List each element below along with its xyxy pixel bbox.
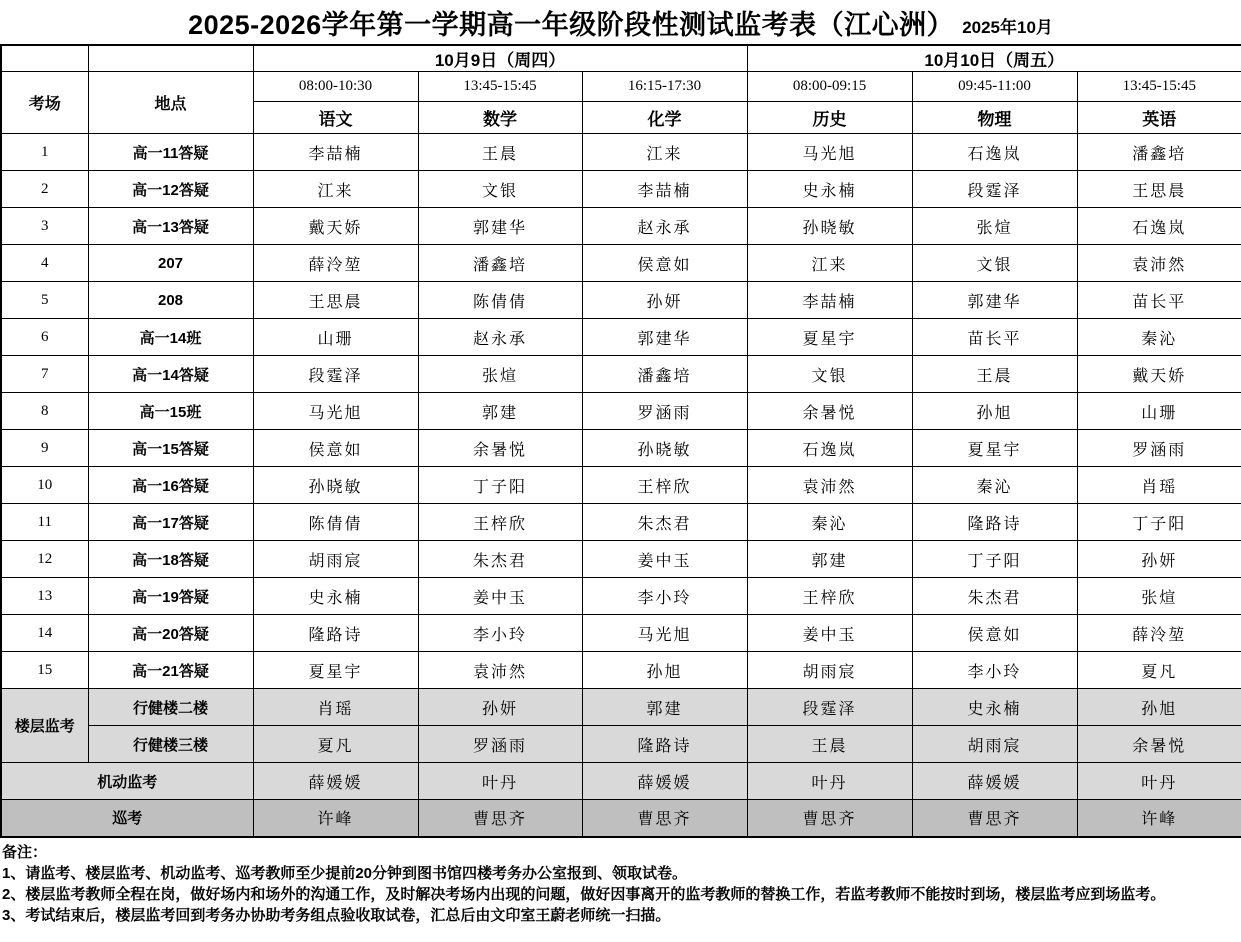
room-number: 2 xyxy=(1,171,88,208)
floor-location: 行健楼二楼 xyxy=(88,689,253,726)
table-row xyxy=(1,393,1241,430)
invigilator-name: 李小玲 xyxy=(582,578,747,615)
floor-supervision-row xyxy=(1,726,1241,763)
invigilator-name: 孙旭 xyxy=(582,652,747,689)
invigilator-name: 潘鑫培 xyxy=(582,356,747,393)
location-column-header: 地点 xyxy=(88,72,253,134)
invigilator-name: 文银 xyxy=(912,245,1077,282)
room-number: 14 xyxy=(1,615,88,652)
invigilator-name: 肖瑶 xyxy=(253,689,418,726)
invigilator-name: 薛媛媛 xyxy=(253,763,418,800)
invigilator-name: 孙晓敏 xyxy=(253,467,418,504)
room-number: 15 xyxy=(1,652,88,689)
invigilator-name: 侯意如 xyxy=(253,430,418,467)
mobile-invigilation-label: 机动监考 xyxy=(1,763,253,800)
table-row xyxy=(1,245,1241,282)
invigilator-name: 袁沛然 xyxy=(418,652,582,689)
invigilator-name: 石逸岚 xyxy=(912,134,1077,171)
subject-header: 英语 xyxy=(1077,102,1241,134)
invigilator-name: 江来 xyxy=(747,245,912,282)
table-row xyxy=(1,356,1241,393)
table-row xyxy=(1,171,1241,208)
invigilator-name: 文银 xyxy=(418,171,582,208)
invigilator-name: 苗长平 xyxy=(912,319,1077,356)
invigilator-name: 隆路诗 xyxy=(912,504,1077,541)
invigilator-name: 姜中玉 xyxy=(582,541,747,578)
invigilator-name: 孙旭 xyxy=(912,393,1077,430)
invigilator-name: 石逸岚 xyxy=(1077,208,1241,245)
time-slot: 13:45-15:45 xyxy=(1077,72,1241,102)
invigilator-name: 潘鑫培 xyxy=(418,245,582,282)
invigilator-name: 薛媛媛 xyxy=(582,763,747,800)
invigilator-name: 王梓欣 xyxy=(747,578,912,615)
room-number: 8 xyxy=(1,393,88,430)
invigilator-name: 余暑悦 xyxy=(747,393,912,430)
room-location: 高一15答疑 xyxy=(88,430,253,467)
time-slot: 08:00-09:15 xyxy=(747,72,912,102)
subject-header: 数学 xyxy=(418,102,582,134)
note-item: 2、楼层监考教师全程在岗，做好场内和场外的沟通工作，及时解决考场内出现的问题，做好因事离开的监考教师的替换工作，若监考教师不能按时到场，楼层监考应到场监考。 xyxy=(2,885,1166,903)
page-title xyxy=(0,0,1241,44)
invigilator-name: 朱杰君 xyxy=(418,541,582,578)
table-row xyxy=(1,541,1241,578)
invigilator-name: 孙晓敏 xyxy=(747,208,912,245)
table-row xyxy=(1,504,1241,541)
invigilator-name: 夏星宇 xyxy=(253,652,418,689)
room-location: 高一11答疑 xyxy=(88,134,253,171)
invigilator-name: 胡雨宸 xyxy=(912,726,1077,763)
room-number: 6 xyxy=(1,319,88,356)
table-row xyxy=(1,319,1241,356)
subject-header: 历史 xyxy=(747,102,912,134)
invigilator-name: 姜中玉 xyxy=(747,615,912,652)
note-item: 3、考试结束后，楼层监考回到考务办协助考务组点验收取试卷，汇总后由文印室王蔚老师统一扫描。 xyxy=(2,906,671,924)
invigilator-name: 秦沁 xyxy=(1077,319,1241,356)
invigilator-name: 史永楠 xyxy=(912,689,1077,726)
mobile-invigilation-row xyxy=(1,763,1241,800)
invigilator-name: 隆路诗 xyxy=(582,726,747,763)
subject-header: 化学 xyxy=(582,102,747,134)
invigilator-name: 段霆泽 xyxy=(253,356,418,393)
title-date: 2025年10月 xyxy=(962,17,1053,37)
room-number: 12 xyxy=(1,541,88,578)
table-row xyxy=(1,615,1241,652)
invigilator-name: 郭建华 xyxy=(912,282,1077,319)
invigilator-name: 王梓欣 xyxy=(582,467,747,504)
invigilator-name: 赵永承 xyxy=(582,208,747,245)
invigilator-name: 叶丹 xyxy=(1077,763,1241,800)
invigilator-name: 孙妍 xyxy=(1077,541,1241,578)
blank-corner-cell xyxy=(88,45,253,72)
room-number: 3 xyxy=(1,208,88,245)
invigilator-name: 夏凡 xyxy=(1077,652,1241,689)
room-location: 高一17答疑 xyxy=(88,504,253,541)
time-header-row xyxy=(1,72,1241,102)
time-slot: 13:45-15:45 xyxy=(418,72,582,102)
invigilator-name: 马光旭 xyxy=(747,134,912,171)
invigilator-name: 郭建 xyxy=(418,393,582,430)
invigilator-name: 陈倩倩 xyxy=(253,504,418,541)
invigilator-name: 段霆泽 xyxy=(747,689,912,726)
blank-corner-cell xyxy=(1,45,88,72)
invigilator-name: 王思晨 xyxy=(1077,171,1241,208)
invigilator-name: 丁子阳 xyxy=(418,467,582,504)
invigilator-name: 江来 xyxy=(582,134,747,171)
invigilator-name: 许峰 xyxy=(1077,800,1241,837)
time-slot: 08:00-10:30 xyxy=(253,72,418,102)
room-location: 高一14班 xyxy=(88,319,253,356)
invigilator-name: 曹思齐 xyxy=(582,800,747,837)
invigilator-name: 朱杰君 xyxy=(582,504,747,541)
invigilator-name: 山珊 xyxy=(1077,393,1241,430)
invigilator-name: 朱杰君 xyxy=(912,578,1077,615)
invigilator-name: 罗涵雨 xyxy=(418,726,582,763)
day-header-thu: 10月9日（周四） xyxy=(253,45,747,72)
invigilator-name: 曹思齐 xyxy=(418,800,582,837)
invigilator-name: 孙旭 xyxy=(1077,689,1241,726)
time-slot: 09:45-11:00 xyxy=(912,72,1077,102)
room-location: 高一18答疑 xyxy=(88,541,253,578)
room-column-header: 考场 xyxy=(1,72,88,134)
invigilator-name: 隆路诗 xyxy=(253,615,418,652)
invigilator-name: 肖瑶 xyxy=(1077,467,1241,504)
invigilator-name: 李小玲 xyxy=(912,652,1077,689)
table-row xyxy=(1,652,1241,689)
invigilator-name: 姜中玉 xyxy=(418,578,582,615)
invigilator-name: 郭建 xyxy=(747,541,912,578)
invigilator-name: 文银 xyxy=(747,356,912,393)
day-header-fri: 10月10日（周五） xyxy=(747,45,1241,72)
invigilator-name: 侯意如 xyxy=(582,245,747,282)
invigilator-name: 李喆楠 xyxy=(582,171,747,208)
room-number: 7 xyxy=(1,356,88,393)
room-location: 高一13答疑 xyxy=(88,208,253,245)
subject-header: 语文 xyxy=(253,102,418,134)
invigilator-name: 薛泠堃 xyxy=(1077,615,1241,652)
invigilator-name: 张煊 xyxy=(912,208,1077,245)
invigilator-name: 叶丹 xyxy=(418,763,582,800)
invigilator-name: 石逸岚 xyxy=(747,430,912,467)
invigilator-name: 江来 xyxy=(253,171,418,208)
invigilator-name: 段霆泽 xyxy=(912,171,1077,208)
invigilator-name: 夏星宇 xyxy=(747,319,912,356)
invigilator-name: 赵永承 xyxy=(418,319,582,356)
invigilator-name: 王晨 xyxy=(418,134,582,171)
invigilator-name: 苗长平 xyxy=(1077,282,1241,319)
invigilator-name: 薛媛媛 xyxy=(912,763,1077,800)
invigilator-name: 张煊 xyxy=(418,356,582,393)
invigilator-name: 夏星宇 xyxy=(912,430,1077,467)
invigilator-name: 李喆楠 xyxy=(747,282,912,319)
invigilator-name: 袁沛然 xyxy=(747,467,912,504)
invigilator-name: 袁沛然 xyxy=(1077,245,1241,282)
room-location: 高一16答疑 xyxy=(88,467,253,504)
invigilator-name: 张煊 xyxy=(1077,578,1241,615)
patrol-label: 巡考 xyxy=(1,800,253,837)
invigilator-name: 孙妍 xyxy=(418,689,582,726)
invigilator-name: 李小玲 xyxy=(418,615,582,652)
room-number: 9 xyxy=(1,430,88,467)
invigilator-name: 戴天娇 xyxy=(1077,356,1241,393)
floor-supervision-label: 楼层监考 xyxy=(1,689,88,763)
table-row xyxy=(1,208,1241,245)
table-row xyxy=(1,467,1241,504)
invigilator-name: 马光旭 xyxy=(253,393,418,430)
floor-supervision-row xyxy=(1,689,1241,726)
invigilator-name: 叶丹 xyxy=(747,763,912,800)
invigilator-name: 王梓欣 xyxy=(418,504,582,541)
invigilator-name: 罗涵雨 xyxy=(582,393,747,430)
table-row xyxy=(1,134,1241,171)
invigilator-name: 余暑悦 xyxy=(418,430,582,467)
invigilator-name: 潘鑫培 xyxy=(1077,134,1241,171)
room-number: 5 xyxy=(1,282,88,319)
invigilator-name: 丁子阳 xyxy=(1077,504,1241,541)
table-row xyxy=(1,578,1241,615)
invigilator-name: 王晨 xyxy=(912,356,1077,393)
invigilator-name: 史永楠 xyxy=(747,171,912,208)
room-location: 高一19答疑 xyxy=(88,578,253,615)
invigilator-name: 陈倩倩 xyxy=(418,282,582,319)
notes-title: 备注： xyxy=(2,843,48,861)
invigilator-name: 余暑悦 xyxy=(1077,726,1241,763)
invigilator-name: 秦沁 xyxy=(912,467,1077,504)
room-location: 207 xyxy=(88,245,253,282)
room-location: 高一21答疑 xyxy=(88,652,253,689)
patrol-row xyxy=(1,800,1241,837)
invigilator-name: 秦沁 xyxy=(747,504,912,541)
invigilator-name: 郭建华 xyxy=(418,208,582,245)
invigilator-name: 夏凡 xyxy=(253,726,418,763)
invigilator-name: 史永楠 xyxy=(253,578,418,615)
invigilator-name: 孙晓敏 xyxy=(582,430,747,467)
room-number: 1 xyxy=(1,134,88,171)
time-slot: 16:15-17:30 xyxy=(582,72,747,102)
invigilator-name: 薛泠堃 xyxy=(253,245,418,282)
invigilator-name: 山珊 xyxy=(253,319,418,356)
invigilator-name: 郭建华 xyxy=(582,319,747,356)
invigilator-name: 罗涵雨 xyxy=(1077,430,1241,467)
room-number: 11 xyxy=(1,504,88,541)
floor-location: 行健楼三楼 xyxy=(88,726,253,763)
invigilator-name: 曹思齐 xyxy=(912,800,1077,837)
invigilator-name: 丁子阳 xyxy=(912,541,1077,578)
invigilator-name: 许峰 xyxy=(253,800,418,837)
room-location: 高一20答疑 xyxy=(88,615,253,652)
subject-header: 物理 xyxy=(912,102,1077,134)
room-location: 高一14答疑 xyxy=(88,356,253,393)
room-number: 10 xyxy=(1,467,88,504)
note-item: 1、请监考、楼层监考、机动监考、巡考教师至少提前20分钟到图书馆四楼考务办公室报到、领取试卷。 xyxy=(2,864,688,882)
invigilator-name: 胡雨宸 xyxy=(253,541,418,578)
room-location: 208 xyxy=(88,282,253,319)
room-location: 高一12答疑 xyxy=(88,171,253,208)
room-location: 高一15班 xyxy=(88,393,253,430)
invigilator-name: 胡雨宸 xyxy=(747,652,912,689)
invigilator-name: 王思晨 xyxy=(253,282,418,319)
table-row xyxy=(1,282,1241,319)
notes-section xyxy=(0,838,1241,932)
room-number: 4 xyxy=(1,245,88,282)
date-header-row xyxy=(1,45,1241,72)
invigilator-name: 马光旭 xyxy=(582,615,747,652)
invigilator-name: 郭建 xyxy=(582,689,747,726)
invigilator-name: 李喆楠 xyxy=(253,134,418,171)
title-text: 2025-2026学年第一学期高一年级阶段性测试监考表（江心洲） xyxy=(188,9,955,40)
invigilator-name: 侯意如 xyxy=(912,615,1077,652)
room-number: 13 xyxy=(1,578,88,615)
invigilator-name: 曹思齐 xyxy=(747,800,912,837)
table-row xyxy=(1,430,1241,467)
invigilator-name: 孙妍 xyxy=(582,282,747,319)
invigilator-name: 戴天娇 xyxy=(253,208,418,245)
invigilation-table xyxy=(0,44,1241,838)
invigilator-name: 王晨 xyxy=(747,726,912,763)
